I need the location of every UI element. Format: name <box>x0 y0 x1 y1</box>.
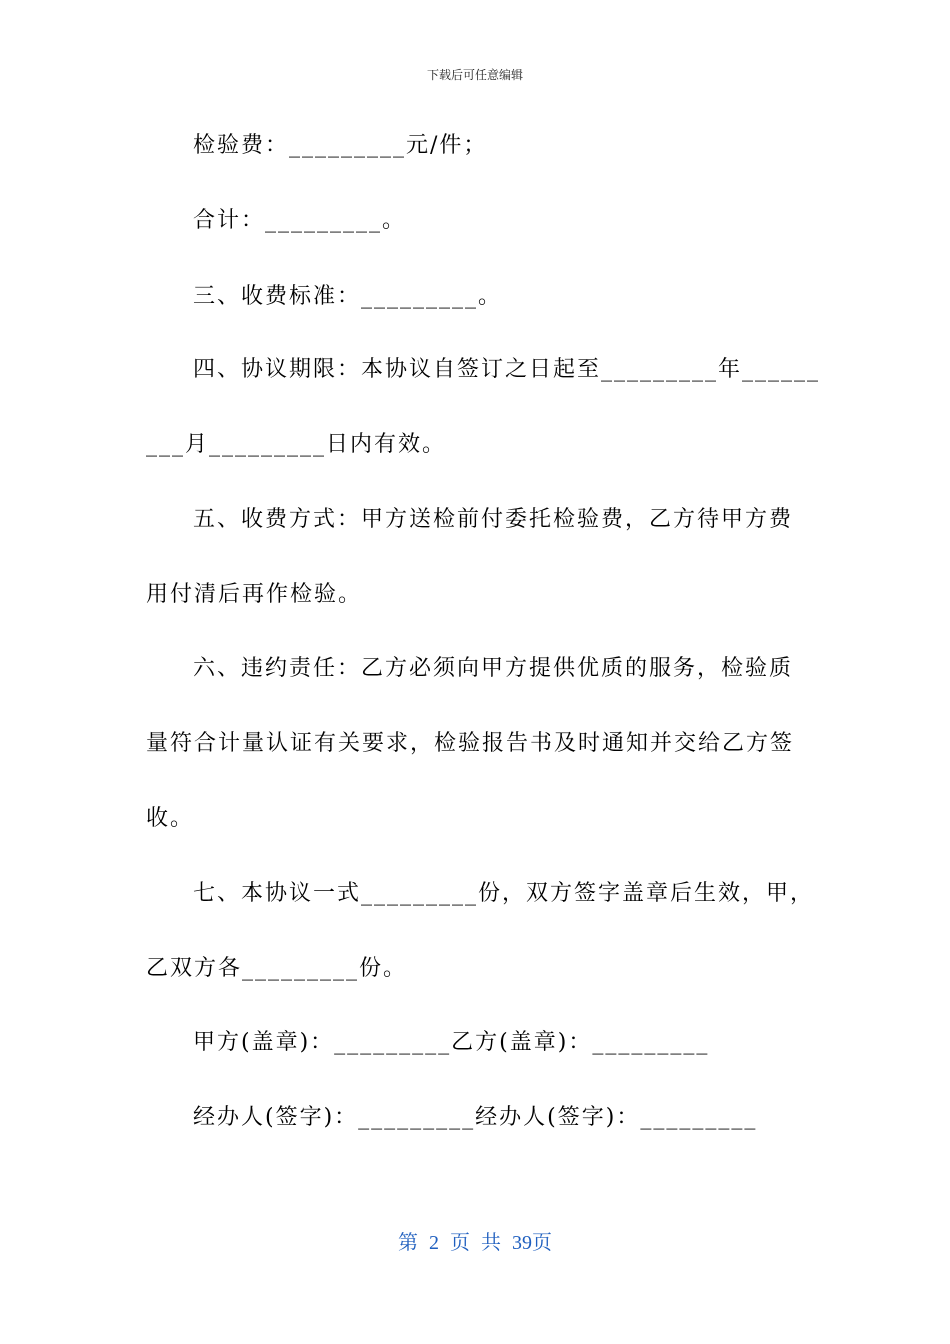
section-copies-line-1: 七、本协议一式_________份，双方签字盖章后生效，甲， <box>193 881 815 906</box>
section-payment-line-1: 五、收费方式：甲方送检前付委托检验费，乙方待甲方费 <box>193 507 794 532</box>
section-term-line-2: ___月_________日内有效。 <box>146 432 447 457</box>
section-payment-line-2: 用付清后再作检验。 <box>146 582 363 607</box>
section-liability-line-2: 量符合计量认证有关要求，检验报告书及时通知并交给乙方签 <box>146 731 795 756</box>
section-liability-line-1: 六、违约责任：乙方必须向甲方提供优质的服务，检验质 <box>193 656 794 681</box>
section-copies-line-2: 乙双方各_________份。 <box>146 956 408 981</box>
signature-seal-line: 甲方(盖章)：_________乙方(盖章)：_________ <box>193 1030 710 1055</box>
page-indicator: 第 2 页 共 39页 <box>398 1232 552 1254</box>
section-fee-standard: 三、收费标准：_________。 <box>193 284 503 309</box>
section-term-line-1: 四、协议期限：本协议自签订之日起至_________年______ <box>193 357 821 382</box>
header-note: 下载后可任意编辑 <box>426 68 523 82</box>
section-liability-line-3: 收。 <box>146 806 195 831</box>
fee-line-total: 合计：_________。 <box>193 208 407 233</box>
signature-handler-line: 经办人(签字)：_________经办人(签字)：_________ <box>193 1105 758 1130</box>
fee-line-inspection: 检验费：_________元/件； <box>193 133 488 158</box>
